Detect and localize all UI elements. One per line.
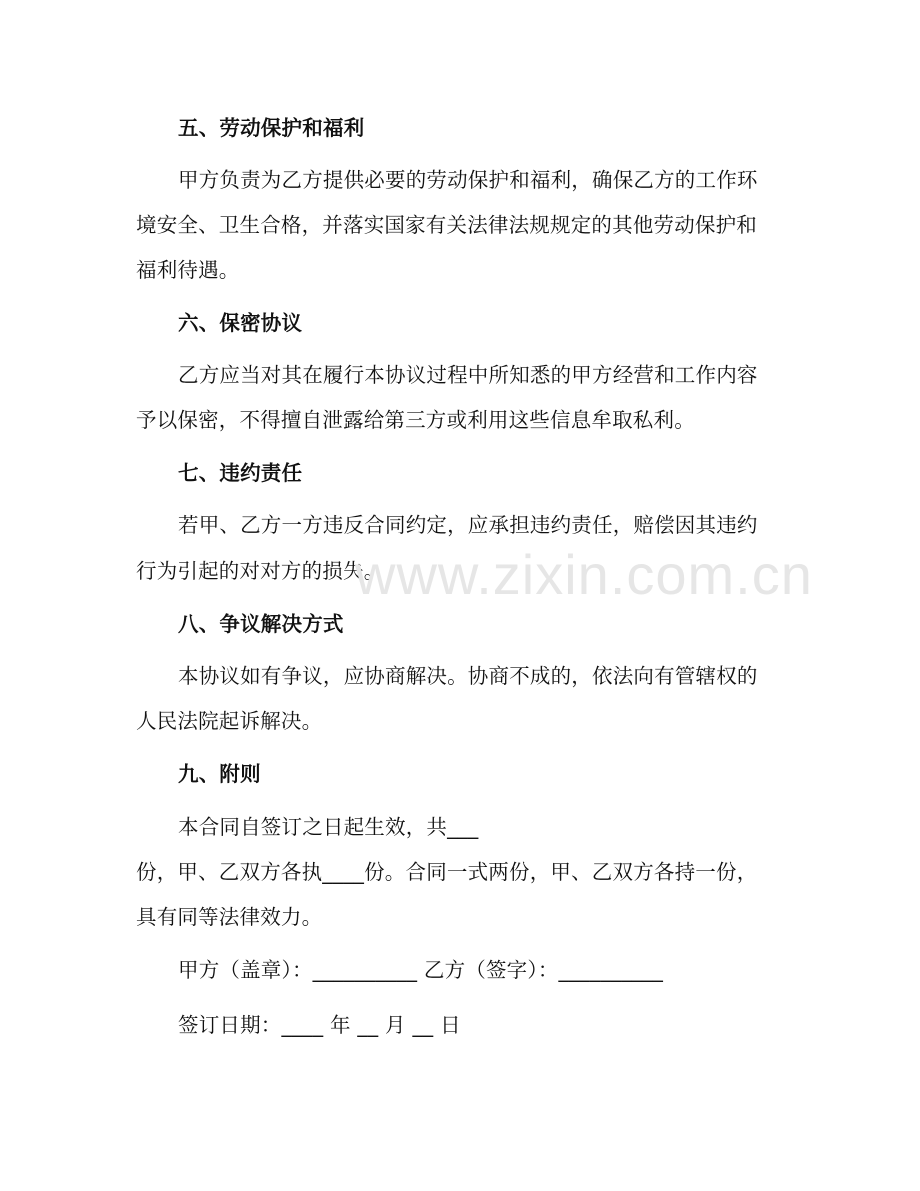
paragraph-line: 予以保密，不得擅自泄露给第三方或利用这些信息牟取私利。 (136, 408, 695, 432)
watermark: www.zixin.com.cn (355, 543, 813, 606)
paragraph-line: 甲方负责为乙方提供必要的劳动保护和福利，确保乙方的工作环 (178, 168, 758, 192)
paragraph-line: 若甲、乙方一方违反合同约定，应承担违约责任，赔偿因其违约 (178, 513, 758, 537)
date-line: 签订日期：____ 年 __ 月 __ 日 (178, 1013, 461, 1037)
paragraph-line: 福利待遇。 (136, 258, 240, 282)
section-heading-7: 七、违约责任 (178, 461, 303, 485)
paragraph-line: 具有同等法律效力。 (136, 905, 323, 929)
paragraph-line: 人民法院起诉解决。 (136, 709, 323, 733)
paragraph-line: 行为引起的对对方的损失。 (136, 559, 385, 583)
section-heading-6: 六、保密协议 (178, 311, 303, 335)
paragraph-line: 本协议如有争议，应协商解决。协商不成的，依法向有管辖权的 (178, 664, 758, 688)
section-heading-8: 八、争议解决方式 (178, 612, 344, 636)
paragraph-line: 乙方应当对其在履行本协议过程中所知悉的甲方经营和工作内容 (178, 363, 758, 387)
paragraph-line: 份，甲、乙双方各执____份。合同一式两份，甲、乙双方各持一份， (136, 860, 758, 884)
paragraph-line: 境安全、卫生合格，并落实国家有关法律法规规定的其他劳动保护和 (136, 213, 757, 237)
section-heading-5: 五、劳动保护和福利 (178, 116, 365, 140)
paragraph-line: 本合同自签订之日起生效，共___ (178, 815, 479, 839)
section-heading-9: 九、附则 (178, 762, 261, 786)
signature-line: 甲方（盖章）：__________ 乙方（签字）：__________ (178, 958, 664, 982)
